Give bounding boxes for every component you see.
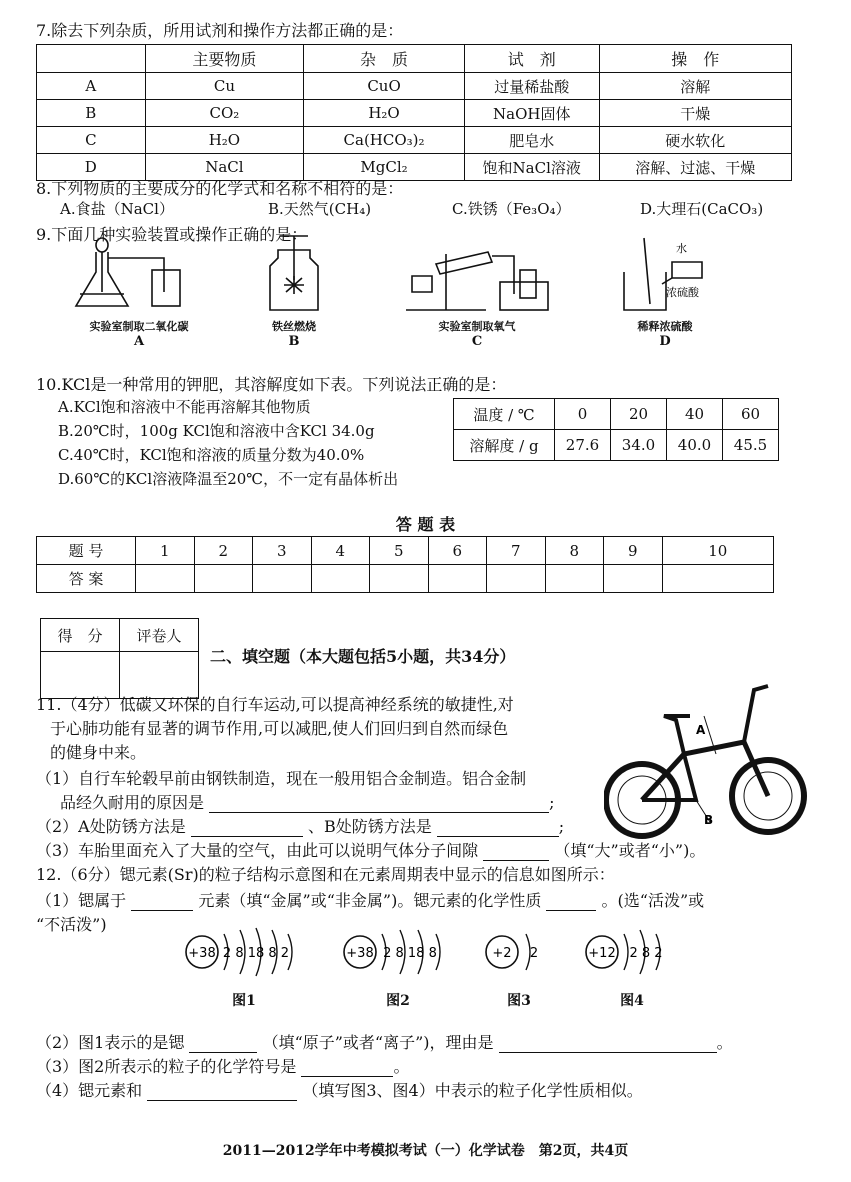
nucleus-label: +38: [346, 946, 374, 961]
q12-part-4: [36, 1078, 643, 1101]
electron-shells: 2 8 18 8 2: [222, 946, 290, 961]
figure-d-caption: 稀释浓硫酸: [637, 320, 693, 333]
table-cell: 40.0: [667, 430, 723, 461]
solubility-table: [453, 398, 779, 461]
atom-figure-caption: 图1: [232, 993, 256, 1009]
table-row: [37, 127, 792, 154]
table-cell: NaCl: [145, 154, 304, 181]
q12-part-4a-text: （4）锶元素和: [36, 1081, 143, 1100]
table-cell: 3: [253, 537, 312, 565]
q11-part-2b-text: 、B处防锈方法是: [307, 817, 432, 836]
table-cell: 4: [311, 537, 370, 565]
table-row: [37, 100, 792, 127]
table-cell: 0: [555, 399, 611, 430]
table-cell: CuO: [304, 73, 465, 100]
table-cell: H₂O: [145, 127, 304, 154]
figure-d: [610, 232, 720, 349]
figure-b-caption: 铁丝燃烧: [272, 320, 316, 333]
atom-structure-icon: [184, 922, 304, 986]
q7-stem: 7.除去下列杂质，所用试剂和操作方法都正确的是：: [36, 21, 404, 40]
electron-shells: 2: [529, 946, 539, 961]
q7-table: [36, 44, 792, 181]
q11-part-1a: （1）自行车轮毂早前由钢铁制造，现在一般用铝合金制造。铝合金制: [36, 769, 527, 788]
table-cell: 肥皂水: [464, 127, 599, 154]
acid-dilution-icon: [610, 232, 720, 314]
q11-line-1: 11.（4分）低碳又环保的自行车运动,可以提高神经系统的敏捷性,对: [36, 695, 514, 714]
answer-blank[interactable]: [131, 891, 193, 911]
table-cell: Ca(HCO₃)₂: [304, 127, 465, 154]
answer-table-title: 答 题 表: [395, 515, 456, 534]
table-cell: 1: [136, 537, 195, 565]
atom-structure-icon: [484, 922, 554, 986]
answer-blank[interactable]: [437, 817, 559, 837]
q12-stem: 12.（6分）锶元素(Sr)的粒子结构示意图和在元素周期表中显示的信息如图所示：: [36, 865, 615, 884]
q8-stem: 8.下列物质的主要成分的化学式和名称不相符的是：: [36, 179, 404, 198]
table-cell: 杂 质: [304, 45, 465, 73]
table-row: [37, 45, 792, 73]
table-cell: NaOH固体: [464, 100, 599, 127]
page-footer: 2011—2012学年中考模拟考试（一）化学试卷 第2页，共4页: [222, 1143, 629, 1159]
oxygen-apparatus-icon: [396, 232, 558, 314]
figure-c-letter: C: [471, 334, 483, 349]
q10-stem: 10.KCl是一种常用的钾肥，其溶解度如下表。下列说法正确的是：: [36, 375, 507, 394]
table-cell: 温度 / ℃: [454, 399, 555, 430]
answer-blank[interactable]: [499, 1033, 717, 1053]
atom-figure-caption: 图3: [507, 993, 531, 1009]
table-cell: 评卷人: [120, 619, 199, 652]
figure-b-letter: B: [288, 334, 300, 349]
table-row: [454, 430, 779, 461]
answer-table: [36, 536, 774, 593]
atom-figure-3: [484, 922, 554, 1010]
table-cell: 2: [194, 537, 253, 565]
table-cell: 操 作: [599, 45, 791, 73]
table-cell: 溶解度 / g: [454, 430, 555, 461]
table-cell: 45.5: [723, 430, 779, 461]
table-row: [41, 619, 199, 652]
q11-line-3: 的健身中来。: [50, 743, 147, 762]
answer-cell-6[interactable]: [428, 565, 487, 593]
table-cell: 9: [604, 537, 663, 565]
figure-a-caption: 实验室制取二氧化碳: [89, 320, 189, 333]
atom-figure-caption: 图2: [386, 993, 410, 1009]
table-row: [454, 399, 779, 430]
table-cell: Cu: [145, 73, 304, 100]
table-row: [37, 537, 774, 565]
acid-label: 浓硫酸: [666, 286, 699, 299]
figure-a: [64, 232, 214, 349]
table-cell: 20: [611, 399, 667, 430]
atom-figure-caption: 图4: [620, 993, 644, 1009]
table-cell: 饱和NaCl溶液: [464, 154, 599, 181]
answer-blank[interactable]: [147, 1081, 297, 1101]
q12-part-4b-text: （填写图3、图4）中表示的粒子化学性质相似。: [302, 1081, 643, 1100]
q12-part-1a-text: （1）锶属于: [36, 891, 127, 910]
q10-option-c: C.40℃时，KCl饱和溶液的质量分数为40.0%: [58, 446, 365, 464]
table-cell: 硬水软化: [599, 127, 791, 154]
q11-part-1b-text: 品经久耐用的原因是: [60, 793, 205, 812]
answer-blank[interactable]: [209, 793, 549, 813]
q12-part-2b-text: （填“原子”或者“离子”)，理由是: [262, 1033, 494, 1052]
table-cell: 得 分: [41, 619, 120, 652]
atom-figure-4: [584, 922, 680, 1010]
nucleus-label: +12: [588, 946, 616, 961]
table-cell: [37, 45, 146, 73]
flask-apparatus-icon: [64, 232, 214, 314]
table-cell: 主要物质: [145, 45, 304, 73]
electron-shells: 2 8 18 8: [383, 946, 437, 961]
table-cell: CO₂: [145, 100, 304, 127]
electron-shells: 2 8 2: [629, 946, 663, 961]
q12-part-2: （2）图1表示的是锶 （填“原子”或者“离子”)，理由是 。: [36, 1033, 733, 1052]
q10-option-d: D.60℃的KCl溶液降温至20℃，不一定有晶体析出: [58, 470, 399, 488]
table-cell: 5: [370, 537, 429, 565]
answer-blank[interactable]: [301, 1057, 393, 1077]
answer-cell-1[interactable]: [136, 565, 195, 593]
table-cell: 60: [723, 399, 779, 430]
atom-figure-2: [342, 922, 454, 1010]
figure-a-letter: A: [133, 334, 145, 349]
table-cell: C: [37, 127, 146, 154]
table-row: [37, 565, 774, 593]
q10-option-a: A.KCl饱和溶液中不能再溶解其他物质: [58, 398, 311, 416]
ion-structure-icon: [342, 922, 454, 986]
answer-blank[interactable]: [546, 891, 596, 911]
answer-cell-9[interactable]: [604, 565, 663, 593]
table-cell: 过量稀盐酸: [464, 73, 599, 100]
table-cell: 答 案: [37, 565, 136, 593]
q12-part-3a-text: （3）图2所表示的粒子的化学符号是: [36, 1057, 297, 1076]
nucleus-label: +38: [188, 946, 216, 961]
q9-stem: 9.下面几种实验装置或操作正确的是：: [36, 225, 308, 244]
figure-d-letter: D: [659, 334, 671, 349]
table-cell: D: [37, 154, 146, 181]
table-cell: 34.0: [611, 430, 667, 461]
answer-cell-10[interactable]: [662, 565, 774, 593]
q8-option-d: D.大理石(CaCO₃): [640, 200, 764, 218]
q8-option-c: C.铁锈（Fe₃O₄）: [452, 200, 571, 218]
q11-part-1b: 品经久耐用的原因是 ;: [60, 793, 555, 812]
table-cell: H₂O: [304, 100, 465, 127]
q8-option-b: B.天然气(CH₄): [268, 200, 372, 218]
table-cell: 10: [662, 537, 774, 565]
answer-cell-5[interactable]: [370, 565, 429, 593]
answer-cell-4[interactable]: [311, 565, 370, 593]
answer-blank[interactable]: [189, 1033, 257, 1053]
bicycle-icon: [604, 676, 810, 846]
answer-cell-8[interactable]: [545, 565, 604, 593]
q11-part-3b-text: （填“大”或者“小”)。: [554, 841, 706, 860]
table-cell: A: [37, 73, 146, 100]
answer-cell-2[interactable]: [194, 565, 253, 593]
nucleus-label: +2: [492, 946, 512, 961]
table-cell: 题 号: [37, 537, 136, 565]
answer-cell-7[interactable]: [487, 565, 546, 593]
q12-part-1c-text: 。(选“活泼”或: [601, 891, 705, 910]
score-table: [40, 618, 199, 699]
table-cell: 试 剂: [464, 45, 599, 73]
table-cell: 8: [545, 537, 604, 565]
q12-part-3: （3）图2所表示的粒子的化学符号是 。: [36, 1057, 410, 1076]
table-cell: 7: [487, 537, 546, 565]
figure-b: [258, 232, 330, 349]
q12-part-1: [36, 888, 704, 911]
section-title: 二、填空题（本大题包括5小题，共34分）: [210, 647, 516, 666]
figure-c-caption: 实验室制取氧气: [438, 320, 516, 333]
q11-part-2: （2）A处防锈方法是 、B处防锈方法是 ;: [36, 817, 565, 836]
table-row: [37, 73, 792, 100]
bike-label-b: B: [704, 813, 714, 827]
q11-part-2a-text: （2）A处防锈方法是: [36, 817, 186, 836]
answer-blank[interactable]: [191, 817, 303, 837]
q8-option-a: A.食盐（NaCl）: [60, 200, 174, 218]
table-cell: 27.6: [555, 430, 611, 461]
table-cell: B: [37, 100, 146, 127]
answer-cell-3[interactable]: [253, 565, 312, 593]
table-cell: MgCl₂: [304, 154, 465, 181]
answer-blank[interactable]: [483, 841, 549, 861]
table-cell: 溶解: [599, 73, 791, 100]
bike-label-a: A: [696, 723, 706, 737]
table-cell: 6: [428, 537, 487, 565]
q10-option-b: B.20℃时，100g KCl饱和溶液中含KCl 34.0g: [58, 422, 375, 440]
q12-part-2a-text: （2）图1表示的是锶: [36, 1033, 185, 1052]
q12-part-1d: “不活泼”): [36, 915, 107, 934]
q11-part-3a-text: （3）车胎里面充入了大量的空气，由此可以说明气体分子间隙: [36, 841, 479, 860]
iron-wire-bottle-icon: [258, 232, 330, 314]
q11-line-2: 于心肺功能有显著的调节作用,可以减肥,使人们回归到自然而绿色: [50, 719, 509, 738]
water-label: 水: [676, 242, 687, 255]
figure-c: [396, 232, 558, 349]
atom-figure-1: [184, 922, 304, 1010]
atom-structure-icon: [584, 922, 680, 986]
table-cell: 40: [667, 399, 723, 430]
table-cell: 干燥: [599, 100, 791, 127]
table-cell: 溶解、过滤、干燥: [599, 154, 791, 181]
q12-part-1b-text: 元素（填“金属”或“非金属”)。锶元素的化学性质: [198, 891, 542, 910]
